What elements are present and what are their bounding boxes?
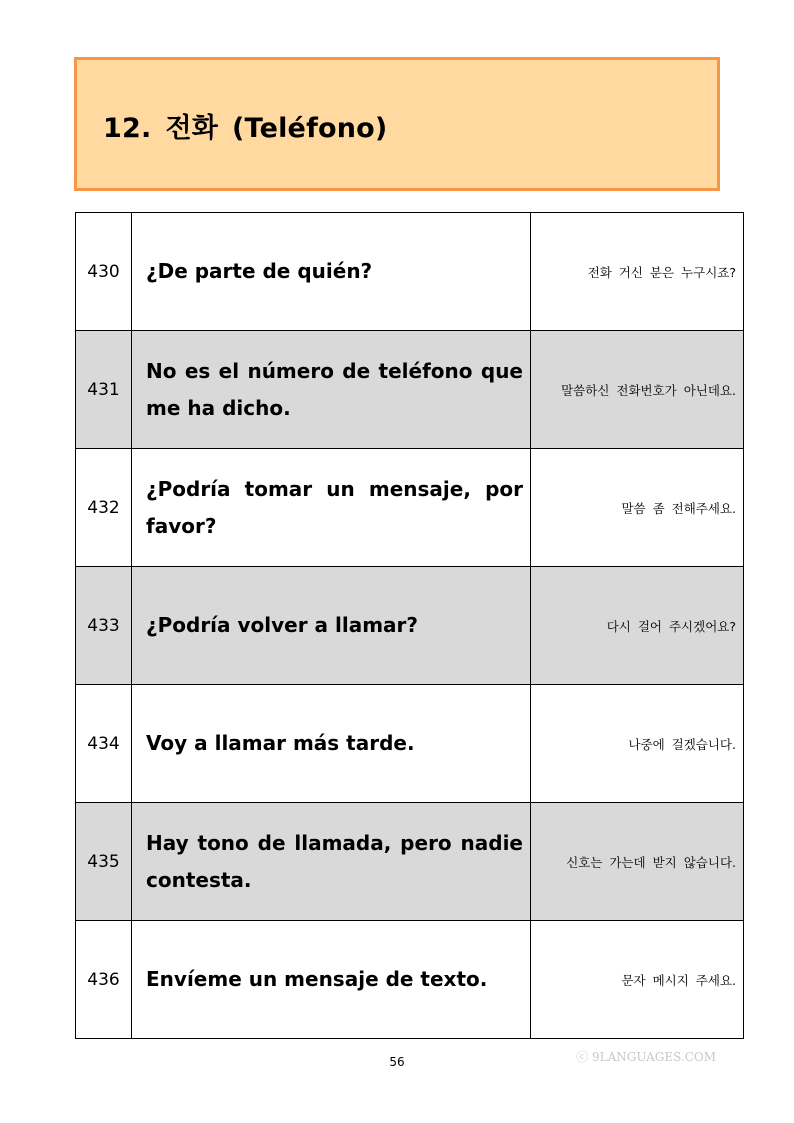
- table-row: [76, 331, 744, 449]
- phrase-spanish: ¿De parte de quién?: [132, 213, 531, 331]
- table-row: [76, 921, 744, 1039]
- phrase-korean: 나중에 걸겠습니다.: [531, 685, 744, 803]
- phrase-spanish: ¿Podría tomar un mensaje, por favor?: [132, 449, 531, 567]
- phrase-korean: 문자 메시지 주세요.: [531, 921, 744, 1039]
- page-number: 56: [389, 1055, 405, 1069]
- phrase-spanish: Voy a llamar más tarde.: [132, 685, 531, 803]
- phrase-number: 433: [76, 567, 132, 685]
- phrase-number: 430: [76, 213, 132, 331]
- chapter-title-korean: 전화: [165, 113, 219, 144]
- table-row: [76, 567, 744, 685]
- phrase-korean: 다시 걸어 주시겠어요?: [531, 567, 744, 685]
- chapter-title: [103, 106, 387, 145]
- chapter-title-spanish: (Teléfono): [232, 113, 388, 144]
- phrase-number: 436: [76, 921, 132, 1039]
- table-row: [76, 803, 744, 921]
- phrase-table: [75, 212, 744, 1039]
- table-row: [76, 449, 744, 567]
- phrase-korean: 말씀 좀 전해주세요.: [531, 449, 744, 567]
- phrase-spanish: No es el número de teléfono que me ha dicho.: [132, 331, 531, 449]
- phrase-spanish: ¿Podría volver a llamar?: [132, 567, 531, 685]
- phrase-spanish: Hay tono de llamada, pero nadie contesta.: [132, 803, 531, 921]
- phrase-number: 434: [76, 685, 132, 803]
- phrase-spanish: Envíeme un mensaje de texto.: [132, 921, 531, 1039]
- chapter-title-box: [74, 57, 720, 191]
- phrase-number: 435: [76, 803, 132, 921]
- chapter-number: 12.: [103, 113, 152, 144]
- table-row: [76, 213, 744, 331]
- phrase-number: 431: [76, 331, 132, 449]
- watermark: ⓒ 9LANGUAGES.COM: [576, 1050, 716, 1064]
- phrase-korean: 신호는 가는데 받지 않습니다.: [531, 803, 744, 921]
- phrase-korean: 전화 거신 분은 누구시죠?: [531, 213, 744, 331]
- table-row: [76, 685, 744, 803]
- phrase-korean: 말씀하신 전화번호가 아닌데요.: [531, 331, 744, 449]
- phrase-number: 432: [76, 449, 132, 567]
